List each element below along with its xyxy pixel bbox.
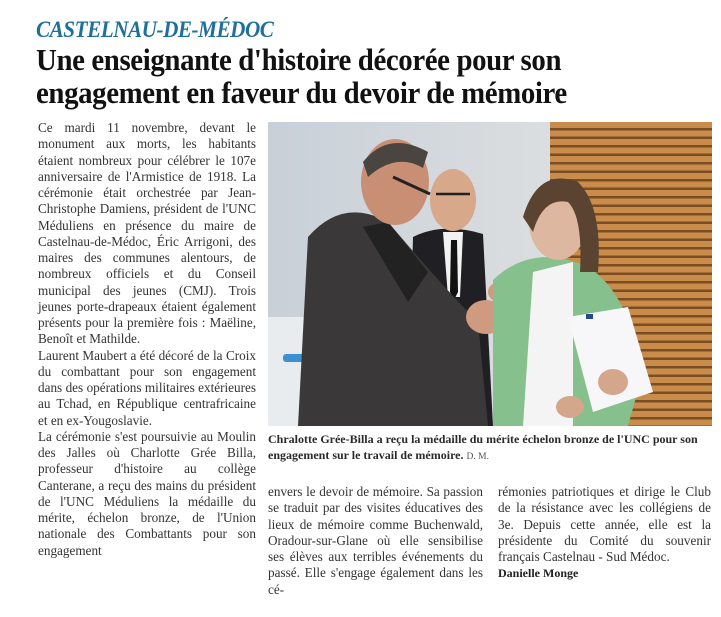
- body-paragraph: Ce mardi 11 novembre, devant le monument aux morts, les habitants étaient nombreux pour célébrer le 107e anniversaire de l'Armistice de 1918. La cérémonie était orchestrée par Jean-Christophe Damiens, président de l'UNC Méduliens en présence du maire de Castelnau-de-Médoc, Éric Arrigoni, des maires des communes alentours, de nombreux officiels et du Conseil municipal des jeunes (CMJ). Trois jeunes porte-drapeaux étaient également présents pour la première fois : Maëline, Benoît et Mathilde.: [38, 120, 256, 347]
- article-kicker: CASTELNAU-DE-MÉDOC: [36, 17, 274, 42]
- article-column-3: [498, 484, 711, 582]
- body-paragraph: envers le devoir de mémoire. Sa passion se traduit par des visites éducatives des lieux de mémoire comme Buchenwald, Oradour-sur-Glane où elle sensibilise ses élèves aux terribles événements du passé. Elle s'engage également dans les cé-: [268, 484, 483, 597]
- author-byline: Danielle Monge: [498, 566, 579, 581]
- article-photo: [268, 122, 712, 426]
- photo-credit: D. M.: [466, 452, 489, 462]
- body-paragraph: La cérémonie s'est poursuivie au Moulin des Jalles où Charlotte Grée Billa, professeur d'histoire au collège Canterane, a reçu des mains du président de l'UNC Méduliens la médaille du mérite, échelon bronze, de l'Union nationale des Combattants pour son engagement: [38, 428, 256, 558]
- photo-illustration: [268, 122, 712, 426]
- body-paragraph: Laurent Maubert a été décoré de la Croix du combattant pour son engagement dans des opérations militaires extérieures au Tchad, en République centrafricaine et en ex-Yougoslavie.: [38, 347, 256, 428]
- body-paragraph: rémonies patriotiques et dirige le Club de la résistance avec les collégiens de 3e. Depuis cette année, elle est la présidente du Comité du souvenir français Castelnau - Sud Médoc.: [498, 484, 711, 564]
- headline-line-2: engagement en faveur du devoir de mémoire: [36, 75, 567, 110]
- photo-caption: [268, 431, 713, 465]
- headline-line-1: Une enseignante d'histoire décorée pour son: [36, 42, 562, 77]
- article-column-2: [268, 484, 483, 598]
- article-column-1: [38, 120, 256, 559]
- caption-text: Chralotte Grée-Billa a reçu la médaille du mérite échelon bronze de l'UNC pour son engagement sur le travail de mémoire.: [268, 432, 698, 462]
- article-headline: [36, 43, 687, 109]
